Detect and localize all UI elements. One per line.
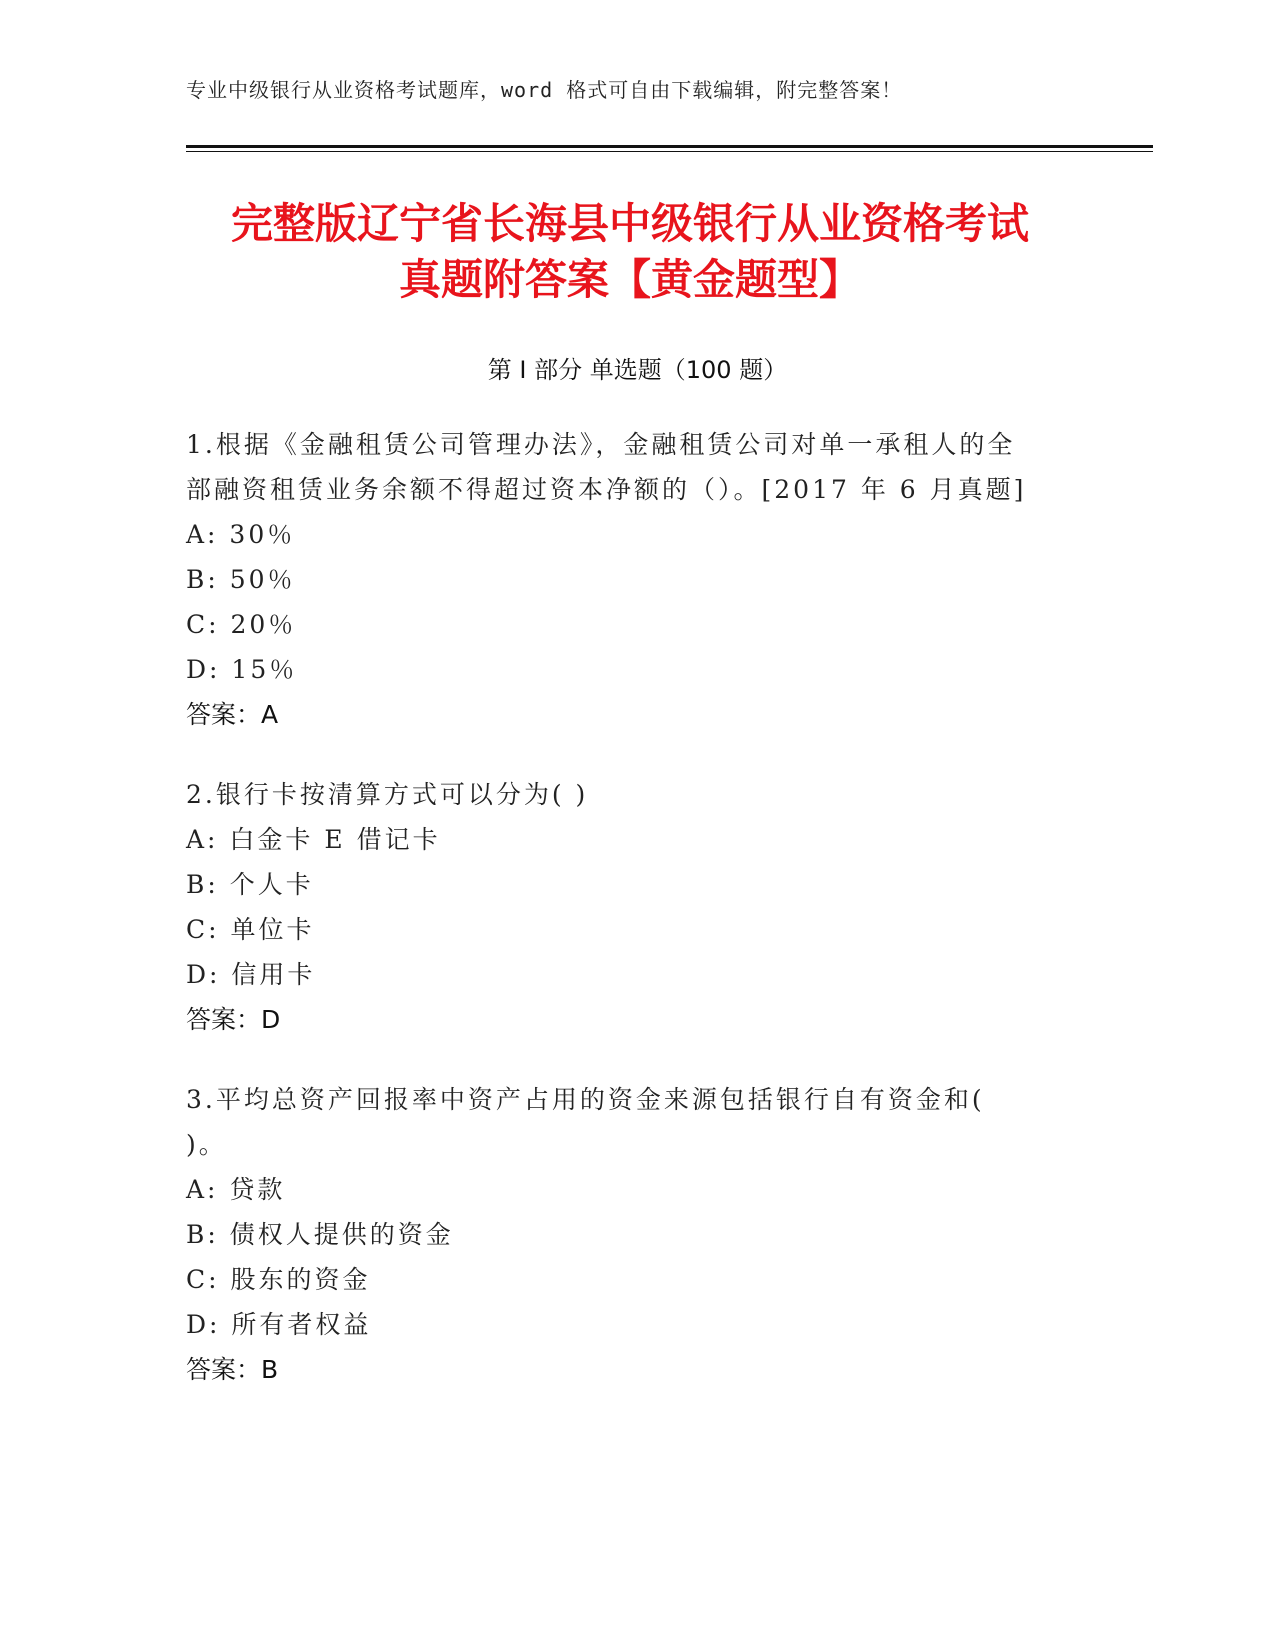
- answer: 答案：D: [186, 1005, 281, 1034]
- section-heading: 第 I 部分 单选题（100 题）: [487, 356, 788, 384]
- option-a: A: 30％: [186, 520, 296, 549]
- title-line-1: 完整版辽宁省长海县中级银行从业资格考试: [230, 199, 1029, 248]
- option-a: A: 贷款: [186, 1175, 286, 1204]
- question-2: [186, 772, 1066, 1042]
- question-stem-line: )。: [186, 1130, 227, 1159]
- title-line-2: 真题附答案【黄金题型】: [398, 255, 861, 304]
- question-stem-line: 3.平均总资产回报率中资产占用的资金来源包括银行自有资金和(: [186, 1085, 985, 1114]
- header-rule-thin: [186, 151, 1153, 152]
- option-b: B: 50％: [186, 565, 296, 594]
- question-3: [186, 1077, 1066, 1392]
- option-c: C: 单位卡: [186, 915, 315, 944]
- answer: 答案：A: [186, 700, 279, 729]
- option-c: C: 股东的资金: [186, 1265, 371, 1294]
- header-rule-thick: [186, 145, 1153, 148]
- header-note: 专业中级银行从业资格考试题库，word 格式可自由下载编辑，附完整答案！: [186, 78, 903, 102]
- option-d: D: 所有者权益: [186, 1310, 372, 1339]
- answer: 答案：B: [186, 1355, 279, 1384]
- option-b: B: 个人卡: [186, 870, 314, 899]
- question-stem-line: 2.银行卡按清算方式可以分为( ): [186, 780, 589, 809]
- option-d: D: 15％: [186, 655, 298, 684]
- question-1: [186, 422, 1066, 737]
- option-a: A: 白金卡 E 借记卡: [186, 825, 441, 854]
- option-c: C: 20％: [186, 610, 297, 639]
- option-b: B: 债权人提供的资金: [186, 1220, 454, 1249]
- question-stem-line: 1.根据《金融租赁公司管理办法》，金融租赁公司对单一承租人的全: [186, 430, 1016, 459]
- question-stem-line: 部融资租赁业务余额不得超过资本净额的（）。[2017 年 6 月真题]: [186, 475, 1027, 504]
- option-d: D: 信用卡: [186, 960, 316, 989]
- document-title: [150, 196, 1110, 308]
